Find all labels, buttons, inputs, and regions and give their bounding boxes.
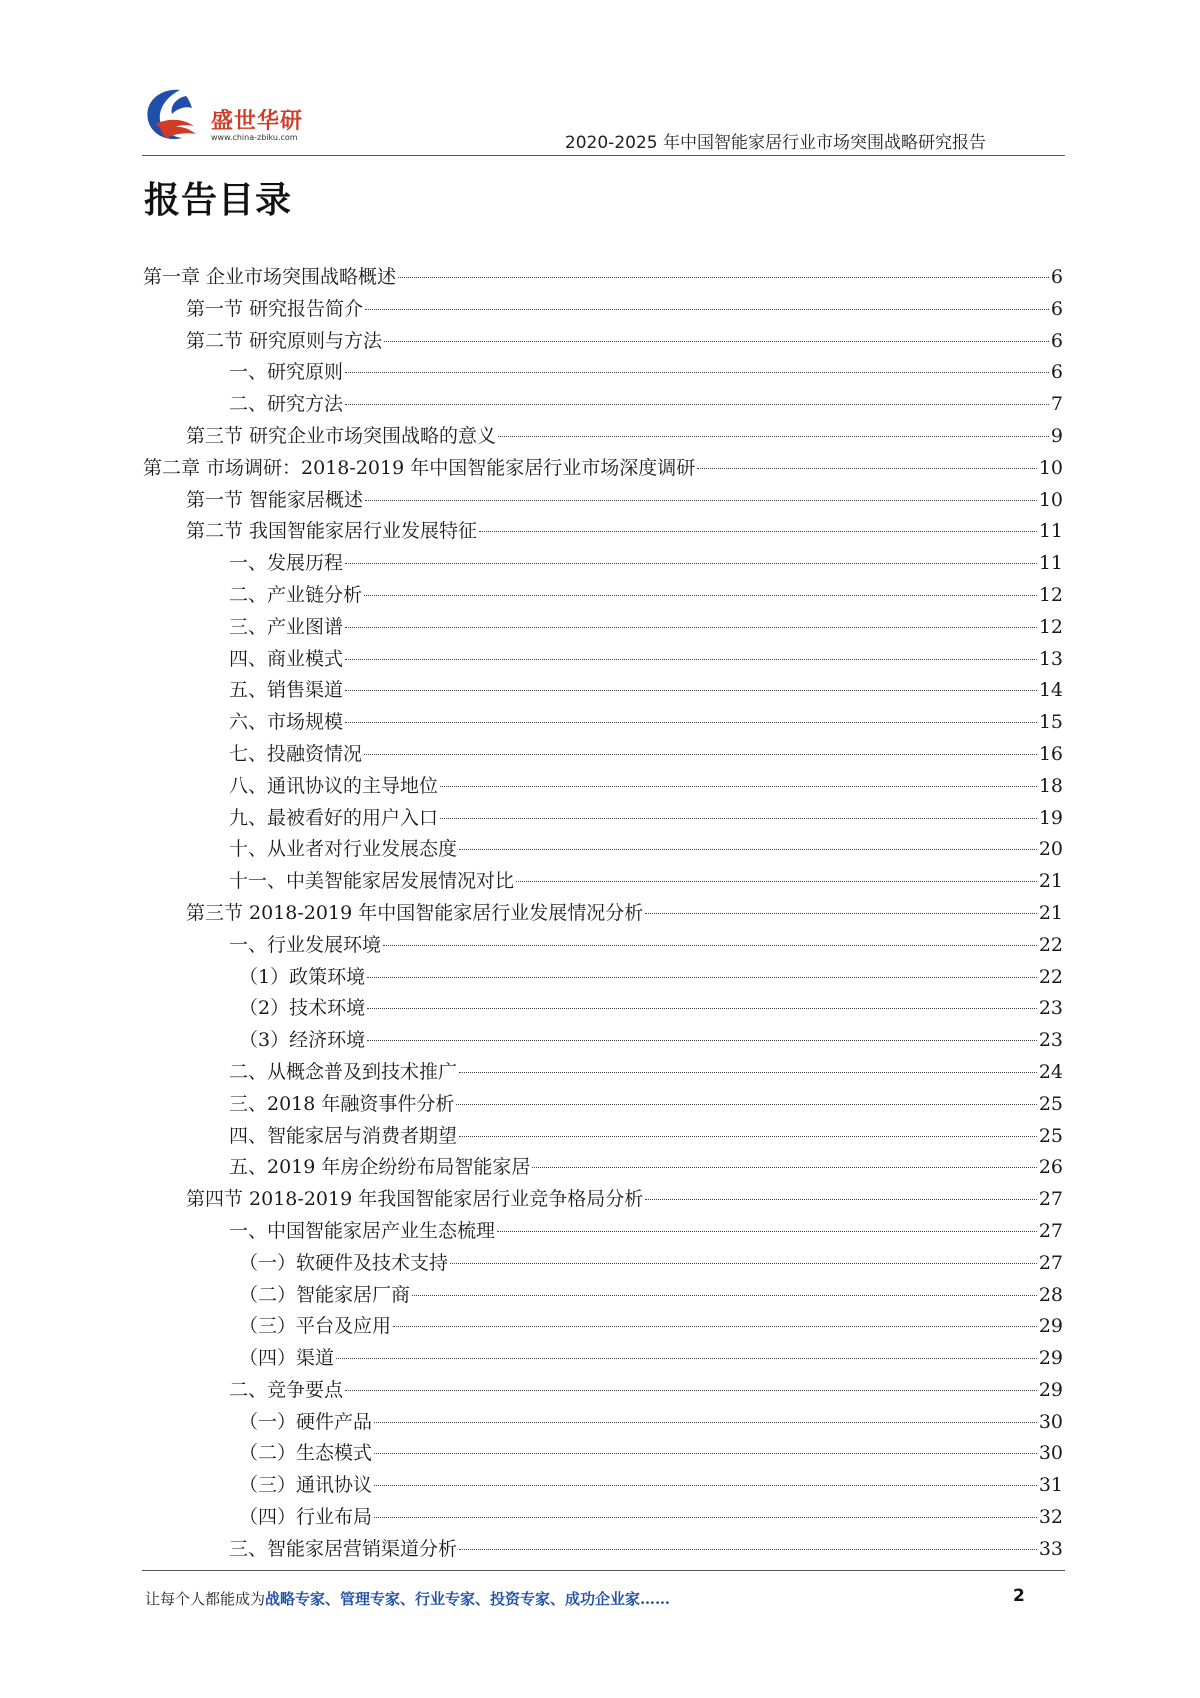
- toc-entry-page: 13: [1038, 647, 1063, 670]
- toc-entry-page: 11: [1038, 520, 1063, 543]
- toc-entry[interactable]: [143, 262, 1063, 294]
- toc-entry[interactable]: [143, 1216, 1063, 1248]
- toc-entry-label: 九、最被看好的用户入口: [229, 806, 439, 829]
- toc-entry[interactable]: [143, 1248, 1063, 1280]
- toc-entry[interactable]: [143, 739, 1063, 771]
- toc-leader-dots: [697, 468, 1037, 469]
- toc-leader-dots: [365, 500, 1037, 501]
- toc-entry[interactable]: [143, 326, 1063, 358]
- toc-entry-page: 10: [1038, 456, 1063, 479]
- toc-entry[interactable]: [143, 1089, 1063, 1121]
- toc-entry[interactable]: [143, 1407, 1063, 1439]
- toc-entry-label: 一、研究原则: [229, 361, 344, 384]
- toc-entry-label: （三）平台及应用: [239, 1315, 392, 1338]
- toc-entry-label: 二、从概念普及到技术推广: [229, 1060, 458, 1083]
- toc-entry-page: 6: [1050, 361, 1063, 384]
- toc-entry-page: 6: [1050, 297, 1063, 320]
- toc-entry[interactable]: [143, 898, 1063, 930]
- toc-leader-dots: [516, 881, 1037, 882]
- toc-entry-label: 十、从业者对行业发展态度: [229, 838, 458, 861]
- toc-entry-page: 10: [1038, 488, 1063, 511]
- toc-entry-label: 第二节 我国智能家居行业发展特征: [186, 520, 478, 543]
- toc-entry-label: 一、中国智能家居产业生态梳理: [229, 1219, 496, 1242]
- toc-entry[interactable]: [143, 866, 1063, 898]
- toc-entry-label: 第三节 2018-2019 年中国智能家居行业发展情况分析: [186, 901, 644, 924]
- toc-entry-page: 18: [1038, 774, 1063, 797]
- slogan-highlight: 战略专家、管理专家、行业专家、投资专家、成功企业家……: [265, 1590, 671, 1608]
- toc-entry-page: 7: [1050, 393, 1063, 416]
- toc-entry[interactable]: [143, 485, 1063, 517]
- toc-entry-page: 19: [1038, 806, 1063, 829]
- toc-entry-page: 32: [1038, 1506, 1063, 1529]
- toc-entry[interactable]: [143, 675, 1063, 707]
- toc-leader-dots: [345, 404, 1049, 405]
- toc-entry-label: （2）技术环境: [239, 997, 366, 1020]
- toc-leader-dots: [440, 818, 1037, 819]
- toc-leader-dots: [384, 341, 1049, 342]
- toc-entry-page: 23: [1038, 1029, 1063, 1052]
- toc-leader-dots: [364, 754, 1037, 755]
- toc-entry-label: 五、销售渠道: [229, 679, 344, 702]
- toc-leader-dots: [645, 1199, 1037, 1200]
- toc-entry-page: 15: [1038, 711, 1063, 734]
- toc-entry-label: 四、智能家居与消费者期望: [229, 1124, 458, 1147]
- toc-leader-dots: [459, 849, 1037, 850]
- toc-entry-label: 六、市场规模: [229, 711, 344, 734]
- toc-entry-page: 21: [1038, 901, 1063, 924]
- toc-entry-page: 16: [1038, 742, 1063, 765]
- toc-leader-dots: [459, 1072, 1037, 1073]
- toc-leader-dots: [365, 309, 1049, 310]
- toc-entry-label: 四、商业模式: [229, 647, 344, 670]
- toc-entry-page: 27: [1038, 1251, 1063, 1274]
- toc-entry-page: 29: [1038, 1347, 1063, 1370]
- toc-entry-page: 22: [1038, 933, 1063, 956]
- logo-url: www.china-zbiku.com: [211, 133, 298, 142]
- toc-entry-page: 22: [1038, 965, 1063, 988]
- toc-entry[interactable]: [143, 1502, 1063, 1534]
- toc-entry[interactable]: [143, 644, 1063, 676]
- toc-entry-page: 23: [1038, 997, 1063, 1020]
- toc-entry-label: 二、研究方法: [229, 393, 344, 416]
- toc-entry-label: （一）硬件产品: [239, 1410, 373, 1433]
- toc-entry-page: 29: [1038, 1378, 1063, 1401]
- toc-entry[interactable]: [143, 516, 1063, 548]
- toc-entry-label: （3）经济环境: [239, 1029, 366, 1052]
- toc-entry[interactable]: [143, 1534, 1063, 1566]
- toc-entry-label: 二、产业链分析: [229, 583, 363, 606]
- toc-entry-page: 25: [1038, 1092, 1063, 1115]
- toc-entry-label: （1）政策环境: [239, 965, 366, 988]
- toc-entry[interactable]: [143, 834, 1063, 866]
- toc-entry[interactable]: [143, 1438, 1063, 1470]
- toc-entry-page: 27: [1038, 1219, 1063, 1242]
- toc-entry-label: 八、通讯协议的主导地位: [229, 774, 439, 797]
- toc-entry-page: 6: [1050, 266, 1063, 288]
- toc-leader-dots: [336, 1358, 1037, 1359]
- toc-entry-page: 29: [1038, 1315, 1063, 1338]
- toc-entry-label: 十一、中美智能家居发展情况对比: [229, 870, 515, 893]
- toc-entry[interactable]: [143, 1121, 1063, 1153]
- footer-slogan: [145, 1588, 670, 1609]
- toc-entry-label: （三）通讯协议: [239, 1474, 373, 1497]
- toc-entry-page: 6: [1050, 329, 1063, 352]
- toc-entry-page: 25: [1038, 1124, 1063, 1147]
- toc-entry-label: （二）智能家居厂商: [239, 1283, 411, 1306]
- toc-entry[interactable]: [143, 930, 1063, 962]
- toc-entry-page: 14: [1038, 679, 1063, 702]
- toc-leader-dots: [398, 277, 1049, 278]
- toc-entry[interactable]: [143, 612, 1063, 644]
- header-divider: [142, 155, 1065, 156]
- toc-entry-label: （二）生态模式: [239, 1442, 373, 1465]
- toc-leader-dots: [456, 1104, 1036, 1105]
- toc-entry-label: 第二节 研究原则与方法: [186, 329, 383, 352]
- toc-entry[interactable]: [143, 707, 1063, 739]
- toc-leader-dots: [532, 1167, 1036, 1168]
- toc-leader-dots: [367, 1040, 1037, 1041]
- toc-leader-dots: [393, 1326, 1037, 1327]
- toc-entry-label: （一）软硬件及技术支持: [239, 1251, 449, 1274]
- toc-entry-label: 第一节 研究报告简介: [186, 297, 364, 320]
- page-title: 报告目录: [144, 180, 293, 221]
- toc-entry-page: 11: [1038, 552, 1063, 575]
- toc-entry[interactable]: [143, 1184, 1063, 1216]
- toc-entry-page: 12: [1038, 615, 1063, 638]
- toc-leader-dots: [374, 1517, 1037, 1518]
- toc-entry[interactable]: [143, 1280, 1063, 1312]
- toc-entry-label: （四）渠道: [239, 1347, 335, 1370]
- toc-entry-label: 第一节 智能家居概述: [186, 488, 364, 511]
- toc-entry[interactable]: [143, 1375, 1063, 1407]
- table-of-contents: [143, 262, 1063, 1566]
- toc-entry-page: 30: [1038, 1410, 1063, 1433]
- toc-entry-page: 27: [1038, 1188, 1063, 1211]
- toc-leader-dots: [345, 627, 1037, 628]
- toc-leader-dots: [345, 372, 1049, 373]
- toc-entry-page: 9: [1050, 424, 1063, 447]
- toc-entry[interactable]: [143, 421, 1063, 453]
- toc-entry-page: 12: [1038, 583, 1063, 606]
- toc-entry-label: 三、2018 年融资事件分析: [229, 1092, 455, 1115]
- toc-leader-dots: [345, 722, 1037, 723]
- toc-entry-label: 三、产业图谱: [229, 615, 344, 638]
- toc-leader-dots: [497, 1231, 1037, 1232]
- toc-entry[interactable]: [143, 389, 1063, 421]
- toc-leader-dots: [374, 1485, 1037, 1486]
- toc-entry-label: 二、竞争要点: [229, 1378, 344, 1401]
- toc-entry[interactable]: [143, 548, 1063, 580]
- toc-entry-page: 33: [1038, 1537, 1063, 1560]
- toc-entry[interactable]: [143, 1057, 1063, 1089]
- toc-leader-dots: [364, 595, 1037, 596]
- toc-entry[interactable]: [143, 580, 1063, 612]
- toc-entry[interactable]: [143, 962, 1063, 994]
- toc-entry[interactable]: [143, 1311, 1063, 1343]
- toc-leader-dots: [345, 1390, 1037, 1391]
- toc-entry[interactable]: [143, 453, 1063, 485]
- toc-leader-dots: [459, 1549, 1037, 1550]
- toc-entry-label: 七、投融资情况: [229, 742, 363, 765]
- logo-text: 盛世华研: [211, 109, 304, 134]
- toc-entry[interactable]: [143, 1343, 1063, 1375]
- toc-leader-dots: [345, 659, 1037, 660]
- toc-entry-label: 第二章 市场调研：2018-2019 年中国智能家居行业市场深度调研: [143, 456, 696, 479]
- toc-leader-dots: [645, 913, 1037, 914]
- toc-entry-page: 30: [1038, 1442, 1063, 1465]
- toc-leader-dots: [383, 945, 1037, 946]
- report-title: 2020-2025 年中国智能家居行业市场突围战略研究报告: [564, 133, 986, 153]
- toc-entry-page: 20: [1038, 838, 1063, 861]
- toc-leader-dots: [479, 531, 1037, 532]
- toc-entry-label: 一、发展历程: [229, 552, 344, 575]
- toc-leader-dots: [412, 1295, 1037, 1296]
- page-header: [0, 0, 1200, 160]
- toc-entry[interactable]: [143, 1470, 1063, 1502]
- toc-leader-dots: [345, 690, 1037, 691]
- toc-entry-page: 24: [1038, 1060, 1063, 1083]
- toc-entry[interactable]: [143, 771, 1063, 803]
- page-number: 2: [1013, 1586, 1025, 1606]
- toc-entry-label: 一、行业发展环境: [229, 933, 382, 956]
- toc-leader-dots: [459, 1136, 1037, 1137]
- toc-entry-page: 26: [1038, 1156, 1063, 1179]
- toc-entry[interactable]: [143, 1152, 1063, 1184]
- toc-entry-page: 31: [1038, 1474, 1063, 1497]
- toc-entry-label: （四）行业布局: [239, 1506, 373, 1529]
- toc-leader-dots: [345, 563, 1037, 564]
- toc-entry-label: 第四节 2018-2019 年我国智能家居行业竞争格局分析: [186, 1188, 644, 1211]
- toc-leader-dots: [450, 1263, 1037, 1264]
- toc-entry[interactable]: [143, 993, 1063, 1025]
- toc-entry[interactable]: [143, 1025, 1063, 1057]
- footer-divider: [142, 1570, 1065, 1571]
- toc-leader-dots: [498, 436, 1049, 437]
- slogan-prefix: 让每个人都能成为: [145, 1590, 266, 1608]
- toc-entry[interactable]: [143, 803, 1063, 835]
- toc-leader-dots: [367, 977, 1037, 978]
- toc-entry-page: 21: [1038, 870, 1063, 893]
- toc-entry[interactable]: [143, 357, 1063, 389]
- toc-entry-page: 28: [1038, 1283, 1063, 1306]
- toc-entry-label: 第三节 研究企业市场突围战略的意义: [186, 424, 497, 447]
- toc-leader-dots: [367, 1008, 1037, 1009]
- toc-leader-dots: [440, 786, 1037, 787]
- toc-entry-label: 第一章 企业市场突围战略概述: [143, 266, 397, 288]
- toc-entry-label: 五、2019 年房企纷纷布局智能家居: [229, 1156, 531, 1179]
- toc-leader-dots: [374, 1453, 1037, 1454]
- toc-entry[interactable]: [143, 294, 1063, 326]
- toc-leader-dots: [374, 1422, 1037, 1423]
- toc-entry-label: 三、智能家居营销渠道分析: [229, 1537, 458, 1560]
